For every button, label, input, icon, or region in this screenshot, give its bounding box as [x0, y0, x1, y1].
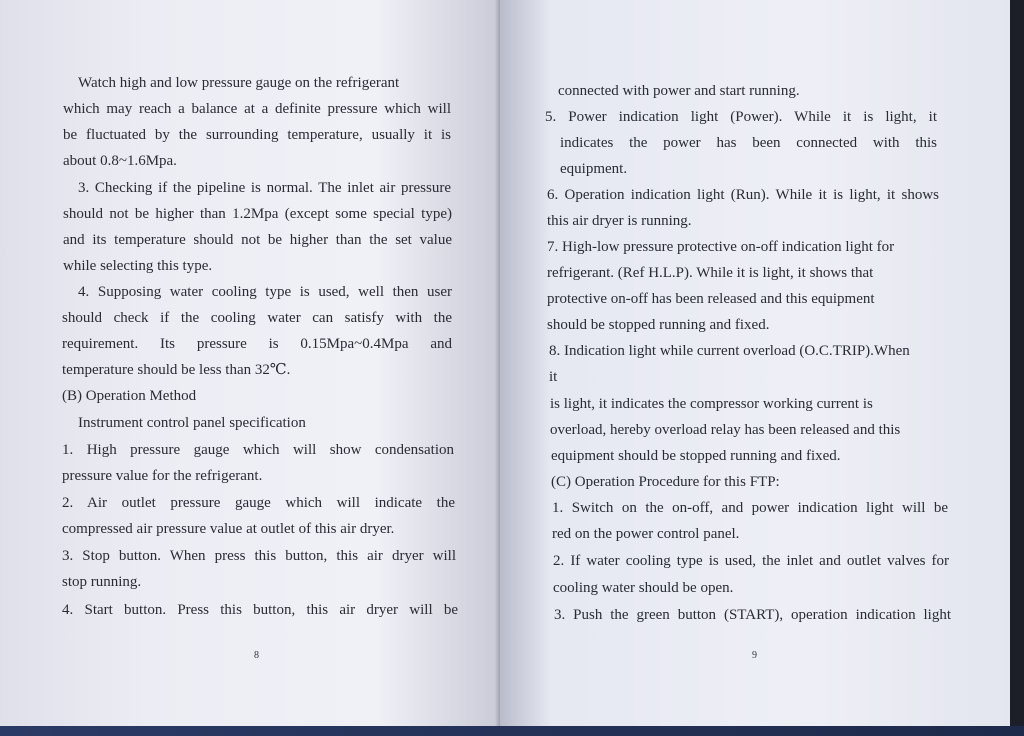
right-line: is light, it indicates the compressor working current is — [550, 396, 873, 412]
right-line: this air dryer is running. — [547, 213, 692, 229]
left-line: which may reach a balance at a definite pressure which will — [63, 101, 451, 117]
right-line: should be stopped running and fixed. — [547, 317, 770, 333]
background-edge — [1010, 0, 1024, 736]
right-line: 2. If water cooling type is used, the inlet and outlet valves for — [553, 553, 949, 569]
left-line: and its temperature should not be higher than the set value — [63, 232, 452, 248]
left-line: should check if the cooling water can satisfy with the — [62, 310, 452, 326]
left-line: 3. Stop button. When press this button, this air dryer will — [62, 548, 456, 564]
right-line: overload, hereby overload relay has been released and this — [550, 422, 901, 438]
left-line: 4. Start button. Press this button, this air dryer will be — [62, 602, 458, 618]
right-line: 6. Operation indication light (Run). While it is light, it shows — [547, 187, 939, 203]
left-line: compressed air pressure value at outlet of this air dryer. — [62, 521, 395, 537]
left-line: should not be higher than 1.2Mpa (except some special type) — [63, 206, 452, 222]
page-number: 8 — [254, 650, 259, 661]
right-line: 1. Switch on the on-off, and power indication light will be — [552, 500, 948, 516]
left-line: 1. High pressure gauge which will show condensation — [62, 442, 454, 458]
right-page — [500, 0, 1012, 728]
right-line: connected with power and start running. — [558, 83, 800, 99]
right-line: cooling water should be open. — [553, 580, 734, 596]
right-line: 5. Power indication light (Power). While it is light, it — [545, 109, 937, 125]
right-line: equipment should be stopped running and fixed. — [551, 448, 841, 464]
page-number: 9 — [752, 650, 757, 661]
right-line: indicates the power has been connected with this — [560, 135, 937, 151]
left-line: be fluctuated by the surrounding temperature, usually it is — [63, 127, 451, 143]
section-heading: (B) Operation Method — [62, 388, 197, 404]
left-line: requirement. Its pressure is 0.15Mpa~0.4Mpa and — [62, 336, 452, 352]
left-line: 3. Checking if the pipeline is normal. The inlet air pressure — [78, 180, 451, 196]
left-line: Watch high and low pressure gauge on the refrigerant — [78, 75, 400, 91]
right-line: 7. High-low pressure protective on-off indication light for — [547, 239, 895, 255]
right-line: red on the power control panel. — [552, 526, 740, 542]
left-line: Instrument control panel specification — [78, 415, 306, 431]
left-line: pressure value for the refrigerant. — [62, 468, 263, 484]
right-line: 3. Push the green button (START), operation indication light — [554, 607, 951, 623]
left-line: while selecting this type. — [63, 258, 213, 274]
left-line: stop running. — [62, 574, 142, 590]
left-page — [0, 0, 502, 728]
left-line: 4. Supposing water cooling type is used, well then user — [78, 284, 452, 300]
left-line: 2. Air outlet pressure gauge which will indicate the — [62, 495, 455, 511]
right-line: 8. Indication light while current overload (O.C.TRIP).When — [549, 343, 910, 359]
left-line: about 0.8~1.6Mpa. — [63, 153, 177, 169]
right-line: equipment. — [560, 161, 628, 177]
right-line: protective on-off has been released and this equipment — [547, 291, 875, 307]
right-line: refrigerant. (Ref H.L.P). While it is light, it shows that — [547, 265, 874, 281]
background-strip — [0, 726, 1024, 736]
right-line: it — [549, 369, 558, 385]
section-heading: (C) Operation Procedure for this FTP: — [551, 474, 780, 490]
left-line: temperature should be less than 32℃. — [62, 362, 291, 378]
